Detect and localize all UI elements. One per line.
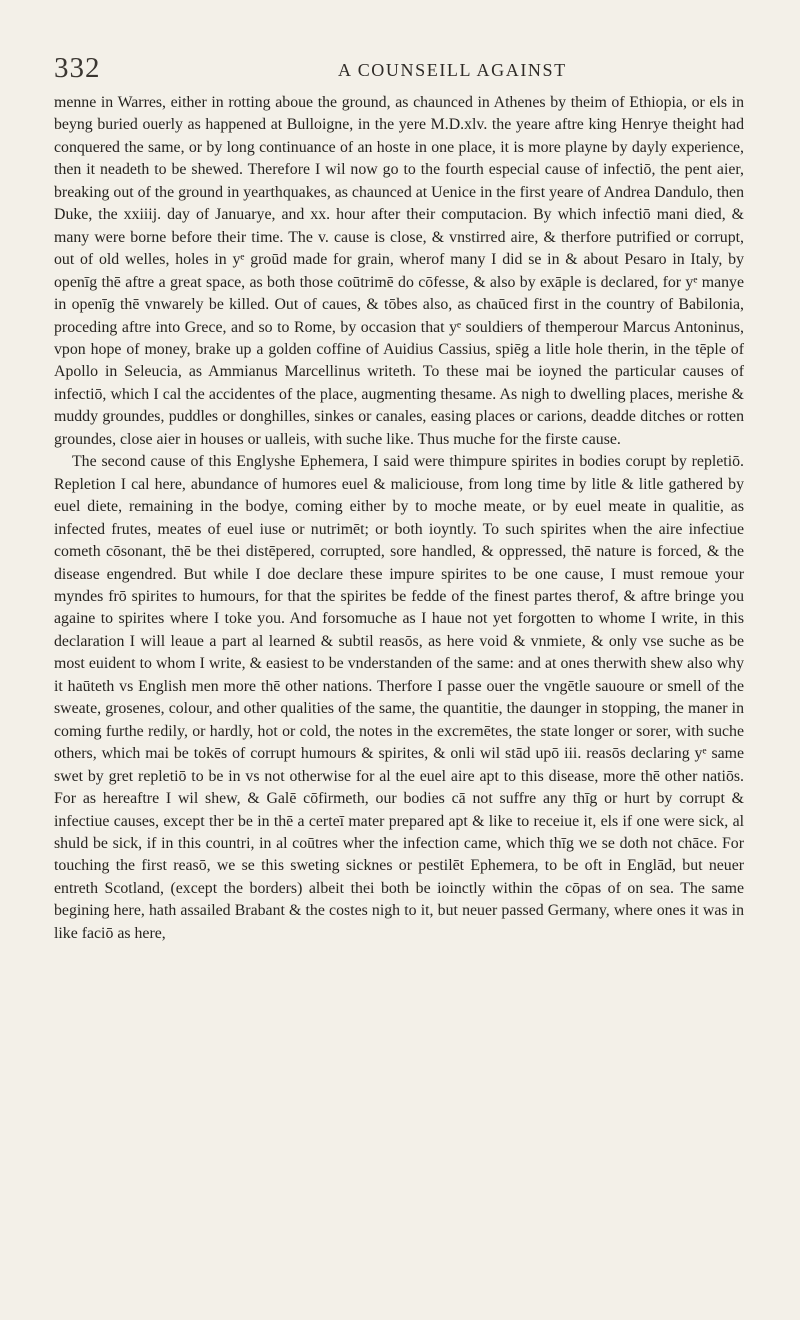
body-text [54,92,744,945]
page-number: 332 [54,52,101,84]
paragraph-2: The second cause of this Englyshe Ephemera, I said were thimpure spirites in bodies corupt by repletiō. Repletion I cal here, abundance of humores euel & maliciouse, from long time by litle & litle gathered by euel diete, remaining in the bodye, coming either by to moche meate, or by euel meate in qualitie, as infected frutes, meates of euel iuse or nutrimēt; or both ioyntly. To such spirites when the aire infectiue cometh cōsonant, thē be thei distēpered, corrupted, sore handled, & oppressed, thē nature is forced, & the disease engendred. But while I doe declare these impure spirites to be one cause, I must remoue your myndes frō spirites to humours, for that the spirites be fedde of the finest partes therof, & aftre bringe you againe to spirites where I toke you. And forsomuche as I haue not yet forgotten to whome I write, in this declaration I will leaue a part al learned & subtil reasōs, as here void & vnmiete, & only vse suche as be most euident to whom I write, & easiest to be vnderstanden of the same: and at ones therwith shew also why it haūteth vs English men more thē other nations. Therfore I passe ouer the vngētle sauoure or smell of the sweate, grosenes, colour, and other qualities of the same, the quantitie, the daunger in stopping, the maner in coming furthe redily, or hardly, hot or cold, the notes in the excremētes, the state longer or sorer, with suche others, which mai be tokēs of corrupt humours & spirites, & onli wil stād upō iii. reasōs declaring yᵉ same swet by gret repletiō to be in vs not otherwise for al the euel aire apt to this disease, more thē other natiōs. For as hereaftre I wil shew, & Galē cōfirmeth, our bodies cā not suffre any thīg or hurt by corrupt & infectiue causes, except ther be in thē a certeī mater prepared apt & like to receiue it, els if one were sick, al shuld be sick, if in this countri, in al coūtres wher the infection came, which thīg we se doth not chāce. For touching the first reasō, we se this sweting sicknes or pestilēt Ephemera, to be oft in Englād, but neuer entreth Scotland, (except the borders) albeit thei both be ioinctly within the cōpas of on sea. The same begining here, hath assailed Brabant & the costes nigh to it, but neuer passed Germany, where ones it was in like faciō as here, [54,453,744,942]
page-header [54,52,744,92]
paragraph-1: menne in Warres, either in rotting aboue the ground, as chaunced in Athenes by theim of Ethiopia, or els in beyng buried ouerly as happened at Bulloigne, in the yere M.D.xlv. the yeare aftre king Henrye theight had conquered the same, or by long continuance of an hoste in one place, it is more playne by dayly experience, then it neadeth to be shewed. Therefore I wil now go to the fourth especial cause of infectiō, the pent aier, breaking out of the ground in yearthquakes, as chaunced at Uenice in the first yeare of Andrea Dandulo, then Duke, the xxiiij. day of Januarye, and xx. hour after their computacion. By which infectiō mani died, & many were borne before their time. The v. cause is close, & vnstirred aire, & therfore putrified or corrupt, out of old welles, holes in yᵉ groūd made for grain, wherof many I did se in & about Pesaro in Italy, by openīg thē aftre a great space, as both those coūtrimē do cōfesse, & also by exāple is declared, for yᵉ manye in openīg thē vnwarely be killed. Out of caues, & tōbes also, as chaūced first in the country of Babilonia, proceding aftre into Grece, and so to Rome, by occasion that yᵉ souldiers of themperour Marcus Antoninus, vpon hope of money, brake up a golden coffine of Auidius Cassius, spiēg a litle hole therin, in the tēple of Apollo in Seleucia, as Ammianus Marcellinus writeth. To these mai be ioyned the particular causes of infectiō, which I cal the accidentes of the place, augmenting thesame. As nigh to dwelling places, merishe & muddy groundes, puddles or donghilles, sinkes or canales, easing places or carions, deadde ditches or rotten groundes, close aier in houses or ualleis, with suche like. Thus muche for the firste cause. [54,94,744,448]
running-head: A COUNSEILL AGAINST [338,60,567,80]
